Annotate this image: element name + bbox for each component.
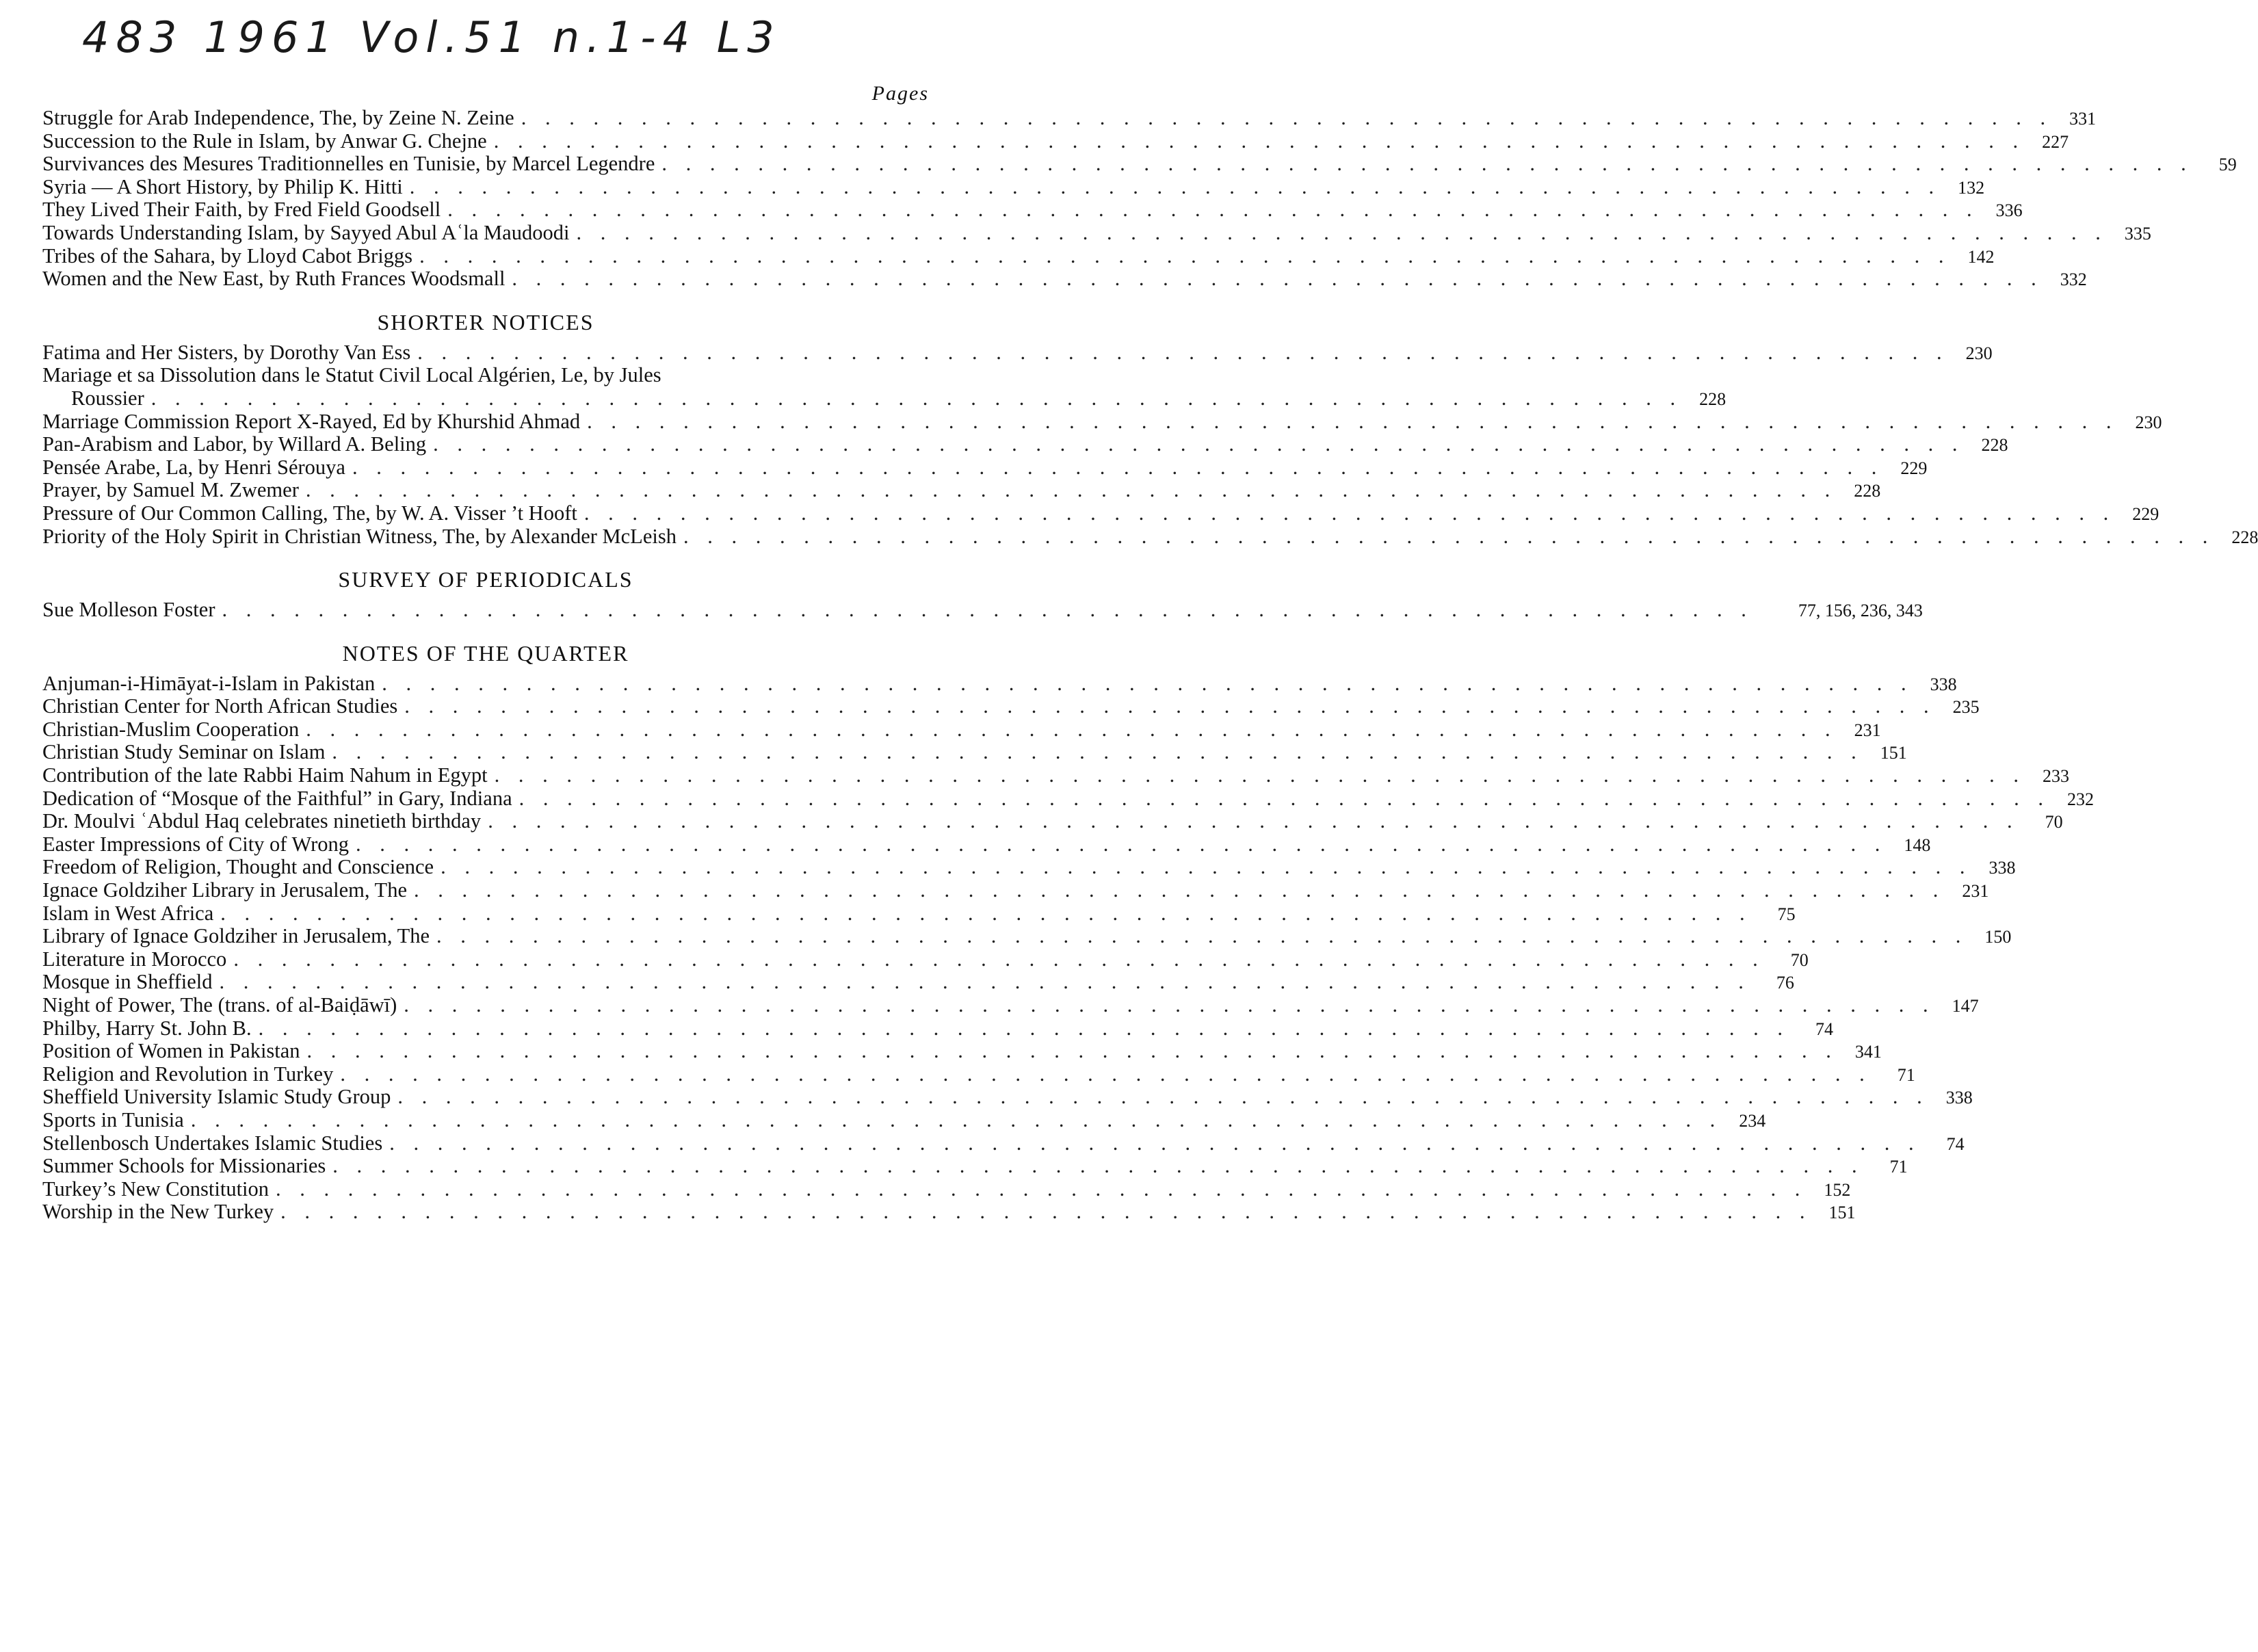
list-item xyxy=(42,152,2237,176)
entry-page: 229 xyxy=(2132,503,2159,524)
entry-page: 231 xyxy=(1962,881,1989,902)
entry-title: Position of Women in Pakistan xyxy=(42,1039,300,1063)
entry-page: 132 xyxy=(1958,177,1985,198)
list-item xyxy=(42,1039,1882,1063)
entry-page: 70 xyxy=(1790,949,1809,970)
entry-title: Christian Center for North African Studies xyxy=(42,694,398,718)
list-item xyxy=(42,947,1809,971)
list-item xyxy=(42,478,1881,502)
entry-title: Priority of the Holy Spirit in Christian Witness, The, by Alexander McLeish xyxy=(42,524,677,548)
list-item xyxy=(42,106,2097,130)
entry-title: Pan-Arabism and Labor, by Willard A. Beling xyxy=(42,432,427,456)
entry-title: Ignace Goldziher Library in Jerusalem, The xyxy=(42,878,407,902)
list-item xyxy=(42,524,2258,549)
list-item xyxy=(42,1016,1833,1040)
entry-title: Survivances des Mesures Traditionnelles en Tunisie, by Marcel Legendre xyxy=(42,152,655,176)
entry-title: Religion and Revolution in Turkey xyxy=(42,1062,334,1086)
entry-title: Christian-Muslim Cooperation xyxy=(42,717,300,741)
entry-title: Freedom of Religion, Thought and Conscience xyxy=(42,855,434,879)
entry-page: 235 xyxy=(1952,697,1980,718)
entry-page: 70 xyxy=(2045,812,2063,832)
entry-title: Christian Study Seminar on Islam xyxy=(42,740,326,764)
entry-title: Sports in Tunisia xyxy=(42,1107,184,1131)
list-item xyxy=(42,174,1985,199)
list-item xyxy=(42,220,2151,245)
survey-list xyxy=(42,598,1923,622)
entry-title: Contribution of the late Rabbi Haim Nahum in Egypt xyxy=(42,763,488,787)
list-item xyxy=(42,340,1993,365)
entry-page: 230 xyxy=(1965,343,1993,363)
list-item xyxy=(42,455,1928,480)
entry-title: Library of Ignace Goldziher in Jerusalem, The xyxy=(42,924,430,948)
list-item xyxy=(42,409,2162,434)
list-item xyxy=(42,832,1931,856)
list-item xyxy=(42,364,929,387)
entry-title: Dr. Moulvi ʿAbdul Haq celebrates ninetieth birthday xyxy=(42,809,482,833)
entry-page: 341 xyxy=(1854,1042,1882,1062)
entry-page: 331 xyxy=(2069,109,2097,129)
list-item xyxy=(42,786,2094,811)
list-item xyxy=(42,1200,1856,1224)
entry-title: Women and the New East, by Ruth Frances Woodsmall xyxy=(42,267,506,291)
entry-page: 75 xyxy=(1777,904,1796,924)
entry-title: Struggle for Arab Independence, The, by Zeine N. Zeine xyxy=(42,106,514,129)
list-item xyxy=(42,244,1995,268)
entry-page: 152 xyxy=(1824,1179,1851,1200)
entry-title: Easter Impressions of City of Wrong xyxy=(42,832,350,856)
entry-title: Mariage et sa Dissolution dans le Statut Civil Local Algérien, Le, by Jules xyxy=(42,363,661,387)
entry-page: 233 xyxy=(2042,766,2069,787)
entry-page: 77, 156, 236, 343 xyxy=(1798,601,1923,621)
entry-title: Syria — A Short History, by Philip K. Hitti xyxy=(42,174,403,198)
entry-title: Stellenbosch Undertakes Islamic Studies xyxy=(42,1131,383,1155)
entry-title: Prayer, by Samuel M. Zwemer xyxy=(42,478,299,502)
list-item xyxy=(42,717,1881,742)
list-item xyxy=(42,993,1979,1017)
entry-page: 147 xyxy=(1952,996,1979,1016)
list-item xyxy=(42,809,2063,833)
list-item xyxy=(42,1107,1766,1132)
list-item xyxy=(42,763,2069,787)
list-item xyxy=(42,198,2023,222)
entry-page: 229 xyxy=(1900,458,1928,478)
list-item xyxy=(42,671,1957,696)
entry-title: Literature in Morocco xyxy=(42,947,227,971)
entry-page: 332 xyxy=(2060,270,2087,290)
entry-title: Night of Power, The (trans. of al-Baiḍāwī) xyxy=(42,993,397,1017)
entry-title: Towards Understanding Islam, by Sayyed Abul Aʿla Maudoodi xyxy=(42,220,570,244)
entry-page: 230 xyxy=(2135,412,2162,432)
list-item xyxy=(42,1154,1908,1178)
reviews-list xyxy=(42,106,2237,291)
entry-title: Sheffield University Islamic Study Group xyxy=(42,1085,391,1109)
list-item xyxy=(42,267,2087,291)
pages-column-label: Pages xyxy=(871,82,929,105)
list-item xyxy=(42,878,1989,902)
entry-title: Worship in the New Turkey xyxy=(42,1200,274,1224)
entry-title: Summer Schools for Missionaries xyxy=(42,1154,326,1178)
entry-page: 228 xyxy=(1699,389,1727,409)
handwritten-call-number: 483 1961 Vol.51 n.1-4 L3 xyxy=(82,12,781,62)
list-item xyxy=(42,970,1794,994)
survey-heading: SURVEY OF PERIODICALS xyxy=(338,567,633,592)
entry-title: Pressure of Our Common Calling, The, by W. A. Visser ’t Hooft xyxy=(42,501,577,525)
index-page xyxy=(42,81,2258,1224)
entry-title-continued: Roussier xyxy=(71,386,144,410)
list-item xyxy=(42,694,1980,718)
entry-page: 59 xyxy=(2218,155,2237,175)
list-item xyxy=(42,901,1796,926)
entry-page: 228 xyxy=(1854,481,1881,501)
entry-page: 71 xyxy=(1897,1064,1915,1085)
entry-page: 74 xyxy=(1815,1019,1833,1039)
entry-page: 142 xyxy=(1967,246,1995,267)
entry-page: 336 xyxy=(1995,200,2023,221)
entry-page: 227 xyxy=(2042,131,2069,152)
entry-title: They Lived Their Faith, by Fred Field Goodsell xyxy=(42,198,441,222)
entry-title: Pensée Arabe, La, by Henri Sérouya xyxy=(42,455,345,479)
entry-page: 151 xyxy=(1828,1203,1856,1223)
entry-title: Fatima and Her Sisters, by Dorothy Van Ess xyxy=(42,340,411,364)
entry-title: Philby, Harry St. John B. xyxy=(42,1016,252,1040)
entry-title: Turkey’s New Constitution xyxy=(42,1177,270,1201)
entry-page: 74 xyxy=(1946,1133,1965,1154)
entry-title: Sue Molleson Foster xyxy=(42,598,215,622)
entry-title: Mosque in Sheffield xyxy=(42,970,213,994)
entry-title: Anjuman-i-Himāyat-i-Islam in Pakistan xyxy=(42,671,376,695)
entry-page: 228 xyxy=(1981,435,2008,456)
entry-page: 231 xyxy=(1854,720,1881,740)
entry-page: 151 xyxy=(1880,743,1907,763)
entry-page: 228 xyxy=(2231,527,2258,547)
entry-page: 234 xyxy=(1739,1110,1766,1131)
entry-page: 150 xyxy=(1984,927,2012,947)
entry-page: 335 xyxy=(2124,223,2151,244)
list-item xyxy=(42,1085,1973,1109)
entry-title: Dedication of “Mosque of the Faithful” in Gary, Indiana xyxy=(42,786,512,810)
entry-page: 76 xyxy=(1776,973,1794,993)
entry-page: 148 xyxy=(1904,835,1931,855)
list-item xyxy=(42,598,1923,622)
list-item xyxy=(42,1062,1915,1086)
list-item xyxy=(42,501,2159,525)
entry-title: Islam in West Africa xyxy=(42,901,214,925)
list-item xyxy=(42,1131,1965,1155)
entry-page: 338 xyxy=(1945,1088,1973,1108)
entry-page: 338 xyxy=(1988,858,2016,878)
entry-title: Marriage Commission Report X-Rayed, Ed by Khurshid Ahmad xyxy=(42,409,581,433)
list-item xyxy=(42,432,2008,456)
list-item xyxy=(42,1177,1851,1201)
shorter-notices-heading: SHORTER NOTICES xyxy=(377,309,594,335)
entry-page: 232 xyxy=(2066,789,2094,809)
list-item xyxy=(42,855,2016,879)
entry-page: 338 xyxy=(1930,674,1957,694)
notes-list xyxy=(42,671,2094,1224)
entry-title: Tribes of the Sahara, by Lloyd Cabot Briggs xyxy=(42,244,413,267)
list-item xyxy=(42,129,2069,153)
entry-page: 71 xyxy=(1889,1157,1908,1177)
entry-title: Succession to the Rule in Islam, by Anwar G. Chejne xyxy=(42,129,487,153)
list-item xyxy=(42,740,1907,764)
shorter-notices-list xyxy=(42,340,2258,548)
list-item xyxy=(42,924,2012,948)
notes-heading: NOTES OF THE QUARTER xyxy=(342,640,629,666)
list-item-continuation xyxy=(42,386,1727,410)
